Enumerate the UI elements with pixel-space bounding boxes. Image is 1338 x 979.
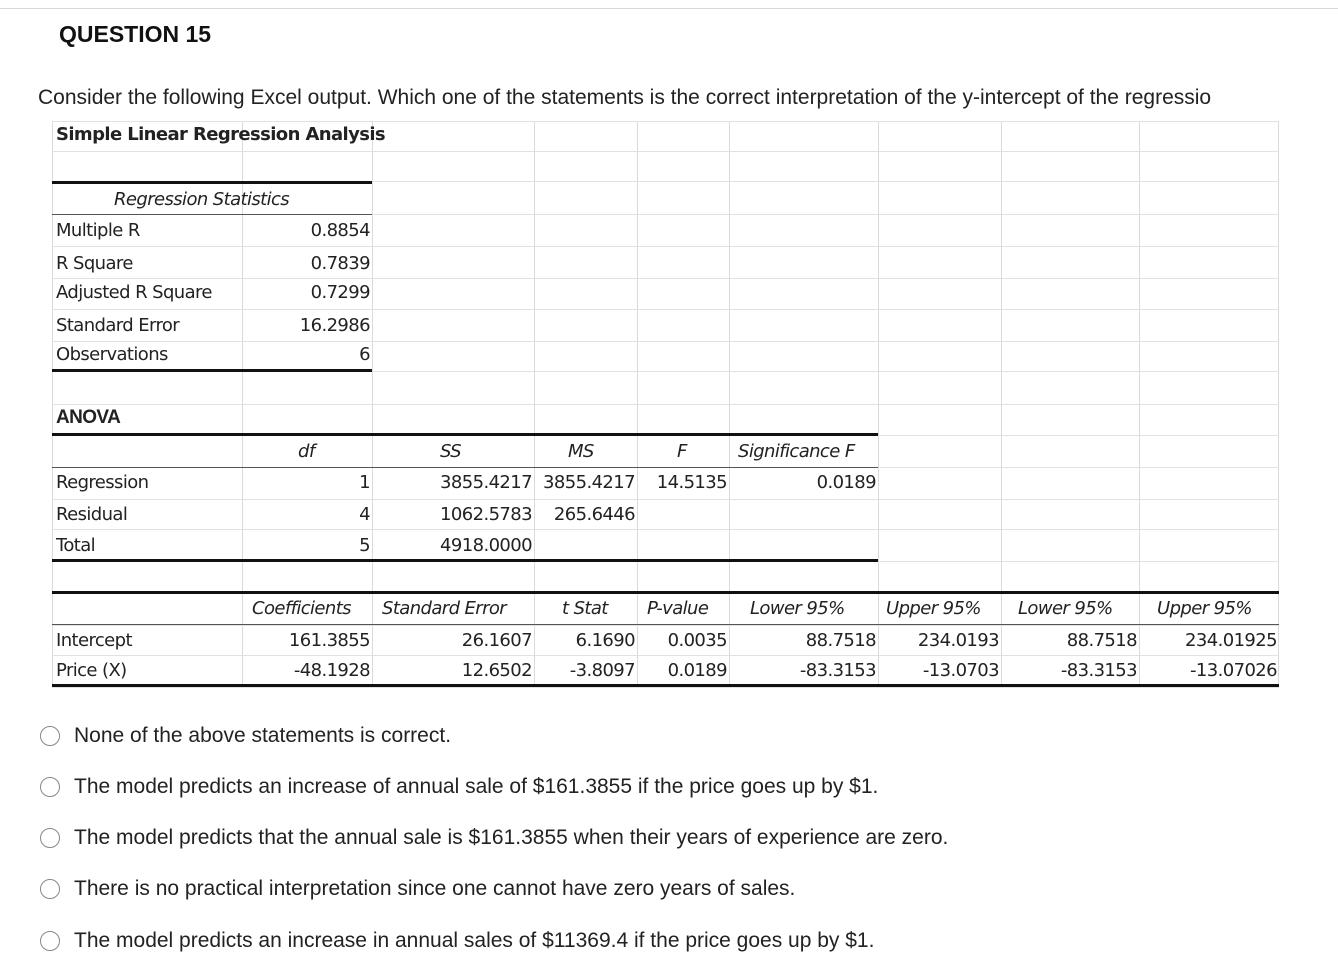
coef-value: 234.0193 — [917, 630, 999, 651]
coef-col-header: Upper 95% — [886, 598, 981, 619]
coef-value: -13.07026 — [1190, 660, 1277, 681]
gridline — [52, 121, 1279, 122]
anova-col-header: F — [677, 441, 687, 462]
anova-significance: 0.0189 — [816, 472, 876, 493]
coef-row-label: Price (X) — [56, 660, 127, 681]
coef-value: -3.8097 — [569, 660, 635, 681]
table-rule — [52, 369, 372, 372]
top-divider — [0, 8, 1338, 9]
stat-label: R Square — [56, 253, 133, 274]
answer-option-1[interactable] — [40, 716, 1040, 756]
coef-value: -83.3153 — [799, 660, 876, 681]
gridline — [52, 278, 1279, 279]
option-label: None of the above statements is correct. — [74, 724, 452, 747]
table-rule — [52, 624, 1279, 625]
anova-df: 5 — [359, 535, 370, 556]
option-label: The model predicts an increase of annual sale of $161.3855 if the price goes up by $1. — [74, 775, 879, 798]
anova-ms: 3855.4217 — [543, 472, 635, 493]
radio-button[interactable] — [40, 931, 60, 951]
stat-value: 16.2986 — [299, 315, 370, 336]
gridline — [52, 625, 1279, 626]
gridline — [52, 341, 1279, 342]
coef-value: 6.1690 — [575, 630, 635, 651]
coef-col-header: Standard Error — [382, 598, 507, 619]
stat-label: Adjusted R Square — [56, 282, 212, 303]
table-rule — [52, 467, 878, 468]
gridline — [52, 309, 1279, 310]
anova-col-header: MS — [568, 441, 594, 462]
radio-button[interactable] — [40, 726, 60, 746]
coef-value: 161.3855 — [288, 630, 370, 651]
anova-col-header: Significance F — [738, 441, 855, 462]
anova-ss: 3855.4217 — [440, 472, 532, 493]
anova-row-label: Regression — [56, 472, 149, 493]
coef-col-header: Lower 95% — [750, 598, 845, 619]
table-rule — [52, 181, 372, 184]
coef-value: -48.1928 — [293, 660, 370, 681]
stat-value: 0.7299 — [310, 282, 370, 303]
anova-ss: 1062.5783 — [440, 504, 532, 525]
radio-button[interactable] — [40, 828, 60, 848]
coef-col-header: P-value — [647, 598, 709, 619]
radio-button[interactable] — [40, 879, 60, 899]
coef-value: 26.1607 — [461, 630, 532, 651]
table-rule — [52, 591, 1279, 594]
gridline — [52, 499, 1279, 500]
table-rule — [52, 433, 878, 436]
option-label: The model predicts that the annual sale is $161.3855 when their years of experience are zero. — [74, 826, 949, 849]
table-rule — [52, 559, 878, 562]
answer-option-5[interactable] — [40, 921, 1040, 961]
gridline — [52, 529, 1279, 530]
regression-statistics-header: Regression Statistics — [114, 189, 290, 210]
answer-option-2[interactable] — [40, 767, 1040, 807]
coef-col-header: Coefficients — [252, 598, 351, 619]
stat-label: Observations — [56, 344, 168, 365]
excel-output-image — [52, 121, 1279, 688]
anova-df: 1 — [359, 472, 370, 493]
gridline — [52, 655, 1279, 656]
question-text: Consider the following Excel output. Which one of the statements is the correct interpretation of the y-intercept of the regressio — [38, 86, 1212, 109]
anova-f: 14.5135 — [656, 472, 727, 493]
coef-col-header: Upper 95% — [1157, 598, 1252, 619]
stat-value: 0.7839 — [310, 253, 370, 274]
coef-value: 0.0189 — [667, 660, 727, 681]
option-label: There is no practical interpretation since one cannot have zero years of sales. — [74, 877, 796, 900]
gridline — [52, 151, 1279, 152]
anova-df: 4 — [359, 504, 370, 525]
answer-option-4[interactable] — [40, 869, 1040, 909]
table-rule — [52, 214, 372, 215]
answer-option-3[interactable] — [40, 818, 1040, 858]
gridline — [52, 404, 1279, 405]
coef-value: 88.7518 — [1066, 630, 1137, 651]
coef-value: -83.3153 — [1060, 660, 1137, 681]
coef-col-header: Lower 95% — [1018, 598, 1113, 619]
analysis-heading: Simple Linear Regression Analysis — [56, 124, 386, 145]
coef-value: 88.7518 — [805, 630, 876, 651]
coef-value: 0.0035 — [667, 630, 727, 651]
anova-col-header: SS — [440, 441, 462, 462]
option-label: The model predicts an increase in annual sales of $11369.4 if the price goes up by $1. — [74, 929, 875, 952]
anova-row-label: Residual — [56, 504, 128, 525]
anova-title: ANOVA — [56, 407, 121, 428]
stat-value: 0.8854 — [310, 220, 370, 241]
anova-ss: 4918.0000 — [440, 535, 532, 556]
anova-row-label: Total — [56, 535, 96, 556]
gridline — [52, 687, 1279, 688]
anova-col-header: df — [298, 441, 315, 462]
radio-button[interactable] — [40, 777, 60, 797]
question-title: QUESTION 15 — [59, 21, 212, 47]
coef-col-header: t Stat — [562, 598, 608, 619]
table-rule — [52, 684, 1279, 687]
stat-label: Multiple R — [56, 220, 140, 241]
stat-value: 6 — [359, 344, 370, 365]
coef-value: 234.01925 — [1185, 630, 1277, 651]
anova-ms: 265.6446 — [553, 504, 635, 525]
coef-row-label: Intercept — [56, 630, 132, 651]
gridline — [52, 246, 1279, 247]
coef-value: -13.0703 — [922, 660, 999, 681]
stat-label: Standard Error — [56, 315, 180, 336]
coef-value: 12.6502 — [461, 660, 532, 681]
